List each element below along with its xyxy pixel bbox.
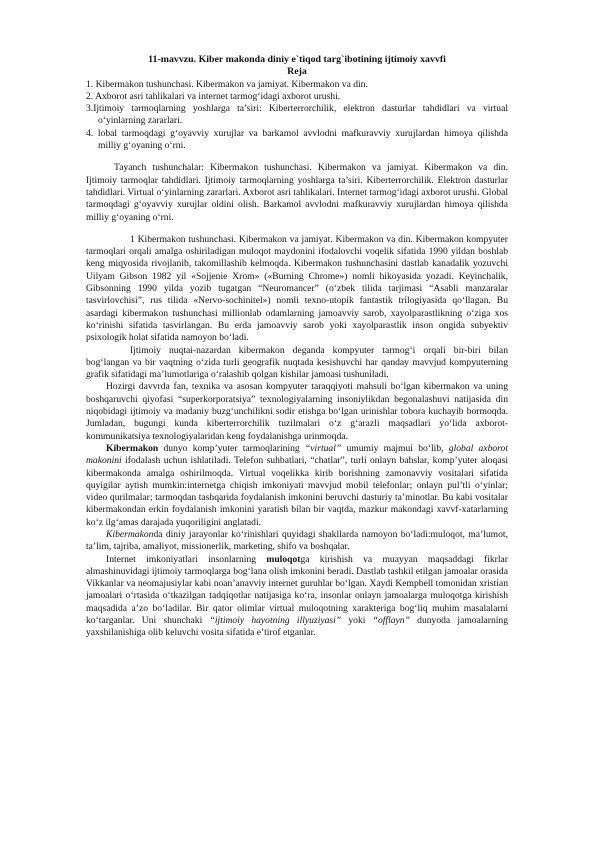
italic-term: Kibermakon xyxy=(106,528,154,540)
text-run: dunyoda jamoalarning yaxshilanishiga olib keluvchi vosita sifatida e’tirof etganlar. xyxy=(86,615,509,639)
plan-item: 3.Ijtimoiy tarmoqlarning yoshlarga ta’siri: Kiberterrorchilik, elektron dasturlar tahdidlari va virtual o‘yinlarning zararlari. xyxy=(86,103,508,127)
social-view-paragraph: Ijtimoiy nuqtai-nazardan kibermakon deganda kompyuter tarmog‘i orqali bir-biri bilan bog‘langan va bir vaqtning o‘zida turli geografik nuqtada kesishuvchi har qanday mavvjud kompyuterning grafik sifatidagi ma’lumotlariga o‘ralashib qolgan kishilar jamoasi tushuniladi. xyxy=(86,344,508,381)
section-1-paragraph: 1 Kibermakon tushunchasi. Kibermakon va jamiyat. Kibermakon va din. Kibermakon kompyuter tarmoqlari orqali amalga oshiriladigan muloqot maydonini ifodalovchi voqelik sifatida 1990 yildan boshlab keng miqyosida rivojlanib, takomillashib kelmoqda. Kibermakon tushunchasini dastlab kanadalik yozuvchi Uilyam Gibson 1982 yil «Sojjenie Xrom» («Burning Chrome») nomli hikoyasida yozadi. Keyinchalik, Gibsonning 1990 yilda yozib tugatgan “Neuromancer” (o‘zbek tilida tarjimasi “Asabli manzaralar tasvirlovchisi”, rus tilida «Nervo-sochinitel») nomli texno-utopik fantastik trilogiyasida qo‘llagan. Bu asardagi kibermakon tushunchasi millionlab odamlarning jamoavviy sarob, xayolparastlikning o‘ziga xos ko‘rinishi sifatida tasvirlangan. Bu erda jamoavviy sarob yoki xayolparastlik inson ongida subyektiv psixologik holat sifatida namoyon bo‘ladi. xyxy=(86,233,508,344)
plan-item: 1. Kibermakon tushunchasi. Kibermakon va jamiyat. Kibermakon va din. xyxy=(86,78,368,90)
plan-item: 4. lobal tarmoqdagi g‘oyavviy xurujlar va barkamol avvlodni mafkuravviy xurujlardan himoya qilishda milliy g‘oyaning o‘rni. xyxy=(86,127,508,152)
plan-item: 2. Axborot asri tahlikalari va internet tarmog‘idagi axborot urushi. xyxy=(86,90,341,102)
current-era-paragraph: Hozirgi davvrda fan, texnika va asosan kompyuter taraqqiyoti mahsuli bo‘lgan kibermakon va uning boshqaruvchi qiyofasi “superkorporatsiya” texnologiyalarning insoniylikdan begonalashuvi natijasida din niqobidagi ijtimoiy va madaniy buzg‘unchilikni sodir etishga bo‘lgan urinishlar tobora kuchayib bormoqda. Jumladan, bugungi kunda kiberterrorchilik tuzilmalari o‘z g‘arazli maqsadlari yo‘lida axborot-kommunikatsiya texnologiyalaridan keng foydalanishga urinmoqda. xyxy=(86,381,508,442)
internet-communication-paragraph xyxy=(86,554,508,640)
page-title: 11-mavvzu. Kiber makonda diniy e`tiqod targ`ibotining ijtimoiy xavvfi xyxy=(148,54,446,65)
italic-term: “offlayn” xyxy=(372,615,410,627)
plan-list xyxy=(86,79,508,153)
key-concepts-paragraph: Tayanch tushunchalar: Kibermakon tushunchasi. Kibermakon va jamiyat. Kibermakon va din. Ijtimoiy tarmoqlar tahdidlari. Ijtimoiy tarmoqlarning yoshlarga ta’siri. Kiberterrorchilik. Elektron dasturlar tahdidlari. Virtual o‘yinlarning zararlari. Axborot asri tahlikalari. Internet tarmog‘idagi axborot urushi. Global tarmoqdagi g‘oyavviy xurujlar oldini olish. Barkamol avvlodni mafkuravviy xurujlardan himoya qilishda milliy g‘oyaning o‘rni. xyxy=(86,162,508,223)
italic-term: global axborot makonini xyxy=(86,442,509,467)
bold-term: muloqot xyxy=(266,553,301,565)
text-run: ga kirishish va muayyan maqsaddagi fikrlar almashinuvidagi ijtimoiy tarmoqlarga bog‘lana olish imkonini beradi. Dastlab tashkil etilgan jamoalar orasida Vikkanlar va neomajusiylar kabi noan’anavviy internet guruhlar bo‘lgan. Xaydi Kempbell tomonidan xristian jamoalari o‘rtasida o‘tkazilgan tadqiqotlar natijasiga ko‘ra, insonlar onlayn jamoalarga muloqotga kirishish maqsadida a’zo bo‘ladilar. Bir qator olimlar virtual muloqotning xarakteriga bog‘liq muhim masalalarni ko‘targanlar. Uni shunchaki xyxy=(86,553,508,627)
text-run: Internet imkoniyatlari insonlarning xyxy=(106,553,267,565)
document-page xyxy=(86,54,508,640)
religious-processes-paragraph xyxy=(86,529,508,554)
text-run: ifodalash uchun ishlatiladi. Telefon suhbatlari, “chatlar”, turli onlayn bahslar, komp’yuter aloqasi kibermakonda amalga oshirilmoqda. Virtual voqelikka kirib borishning zamonavviy vositalari sifatida quyigilar aytish mumkin:internetga chiqish imkoniyati mavvjud mobil telefonlar; onlayn pul’tli o‘yinlar; video qurilmalar; tarmoqdan tashqarida foydalanish imkonini beruvchi dasturiy ta’minotlar. Bu kabi vositalar kibermakondan erkin foydalanish imkonini yaratish bilan bir vaqtda, mazkur makondagi xavvf-xatarlarning ko‘z ilg‘amas darajada yuqoriligini anglatadi. xyxy=(86,455,508,528)
italic-term: “ijtimoiy hayotning illyuziyasi” xyxy=(209,615,342,627)
text-run: umumiy majmui bo‘lib, xyxy=(341,442,449,454)
bold-term: Kibermakon xyxy=(106,442,159,454)
text-run: yoki xyxy=(341,615,373,627)
text-run: da diniy jarayonlar ko‘rinishlari quyidagi shakllarda namoyon bo‘ladi:muloqot, ma’lumot, ta’lim, tajriba, amaliyot, missionerlik, marketing, shifo va boshqalar. xyxy=(86,528,508,553)
text-run: dunyo komp’yuter tarmoqlarining xyxy=(158,442,305,454)
italic-term: “virtual” xyxy=(304,442,342,454)
plan-heading: Reja xyxy=(287,66,307,78)
kibermakon-definition-paragraph xyxy=(86,443,508,529)
